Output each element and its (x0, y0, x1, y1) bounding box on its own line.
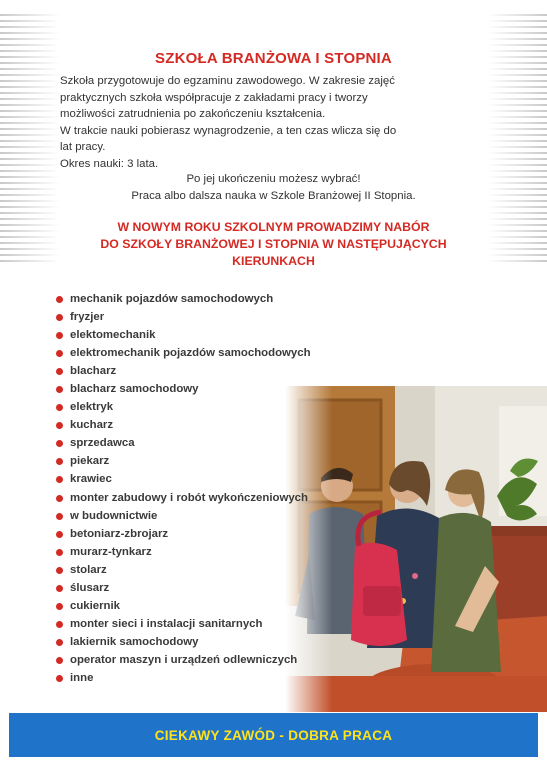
profession-label: cukiernik (70, 599, 121, 612)
bullet-icon (56, 440, 63, 447)
list-item (56, 380, 311, 398)
bullet-icon (56, 531, 63, 538)
profession-label: sprzedawca (70, 437, 135, 450)
bullet-icon (56, 350, 63, 357)
profession-label: w budownictwie (70, 509, 158, 522)
profession-label: inne (70, 671, 94, 684)
bullet-icon (56, 422, 63, 429)
bullet-icon (56, 603, 63, 610)
profession-label: murarz-tynkarz (70, 545, 152, 558)
intro-line: praktycznych szkoła współpracuje z zakładami pracy i tworzy (60, 91, 368, 104)
list-item (56, 416, 311, 434)
footer-banner (9, 713, 538, 757)
list-item (56, 597, 311, 615)
footer-slogan: CIEKAWY ZAWÓD - DOBRA PRACA (154, 727, 393, 743)
enrollment-announcement (60, 219, 487, 270)
bullet-icon (56, 386, 63, 393)
list-item (56, 308, 311, 326)
bullet-icon (56, 368, 63, 375)
list-item (56, 326, 311, 344)
list-item (56, 543, 311, 561)
bullet-icon (56, 549, 63, 556)
announcement-line: DO SZKOŁY BRANŻOWEJ I STOPNIA W NASTĘPUJĄCYCH (100, 237, 447, 251)
bullet-icon (56, 404, 63, 411)
students-photo (285, 386, 547, 712)
list-item (56, 452, 311, 470)
bullet-icon (56, 585, 63, 592)
profession-label: elektromechanik pojazdów samochodowych (70, 347, 311, 360)
profession-label: kucharz (70, 419, 114, 432)
bullet-icon (56, 639, 63, 646)
bullet-icon (56, 567, 63, 574)
profession-label: fryzjer (70, 311, 105, 324)
list-item (56, 507, 311, 525)
bullet-icon (56, 458, 63, 465)
bullet-icon (56, 332, 63, 339)
list-item (56, 398, 311, 416)
profession-label: operator maszyn i urządzeń odlewniczych (70, 653, 298, 666)
list-item (56, 615, 311, 633)
choice-line: Po jej ukończeniu możesz wybrać! (186, 173, 361, 185)
bullet-icon (56, 476, 63, 483)
profession-label: elektryk (70, 401, 114, 414)
list-item (56, 669, 311, 687)
announcement-line: W NOWYM ROKU SZKOLNYM PROWADZIMY NABÓR (117, 220, 430, 234)
profession-label: monter zabudowy i robót wykończeniowych (70, 491, 308, 504)
intro-line: W trakcie nauki pobierasz wynagrodzenie, a ten czas wlicza się do (60, 124, 397, 137)
list-item (56, 651, 311, 669)
bullet-icon (56, 675, 63, 682)
profession-label: lakiernik samochodowy (70, 635, 199, 648)
list-item (56, 290, 311, 308)
list-item (56, 633, 311, 651)
profession-label: mechanik pojazdów samochodowych (70, 293, 274, 305)
intro-line: Szkoła przygotowuje do egzaminu zawodowego. W zakresie zajęć (60, 75, 395, 87)
bullet-icon (56, 657, 63, 664)
bullet-icon (56, 296, 63, 303)
profession-label: stolarz (70, 563, 107, 576)
profession-label: blacharz samochodowy (70, 383, 199, 396)
intro-line: możliwości zatrudnienia po zakończeniu kształcenia. (60, 108, 326, 120)
list-item (56, 489, 311, 507)
profession-label: betoniarz-zbrojarz (70, 527, 169, 540)
list-item (56, 344, 311, 362)
profession-label: monter sieci i instalacji sanitarnych (70, 617, 263, 630)
choice-line: Praca albo dalsza nauka w Szkole Branżowej II Stopnia. (131, 190, 416, 202)
bullet-icon (56, 495, 63, 502)
bullet-icon (56, 314, 63, 321)
intro-line: Okres nauki: 3 lata. (60, 157, 159, 170)
list-item (56, 525, 311, 543)
choice-paragraph (0, 171, 547, 205)
page-title: SZKOŁA BRANŻOWA I STOPNIA (155, 50, 392, 67)
profession-label: krawiec (70, 473, 112, 486)
list-item (56, 434, 311, 452)
professions-list (56, 290, 311, 687)
list-item (56, 561, 311, 579)
profession-label: piekarz (70, 455, 110, 468)
list-item (56, 579, 311, 597)
bullet-icon (56, 513, 63, 520)
profession-label: elektomechanik (70, 329, 156, 342)
intro-line: lat pracy. (60, 141, 106, 153)
intro-paragraph (60, 73, 480, 172)
announcement-line: KIERUNKACH (232, 254, 315, 268)
list-item (56, 362, 311, 380)
bullet-icon (56, 621, 63, 628)
profession-label: blacharz (70, 365, 117, 378)
profession-label: ślusarz (70, 581, 110, 594)
list-item (56, 470, 311, 488)
